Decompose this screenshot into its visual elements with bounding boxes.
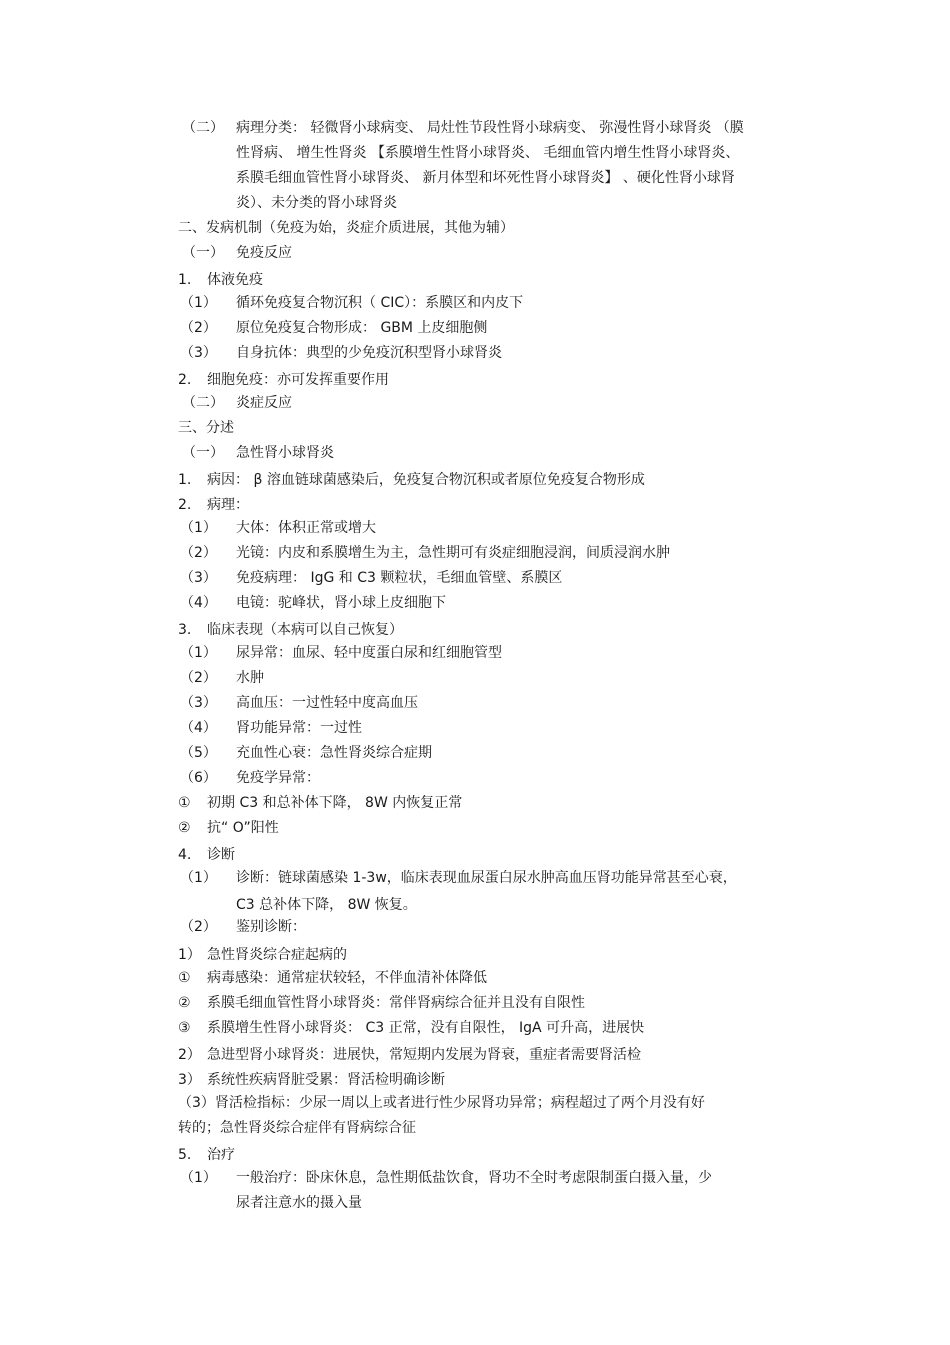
line-marker: （3） xyxy=(180,570,217,586)
line-marker: ① xyxy=(178,970,191,986)
line-marker: （2） xyxy=(180,919,217,935)
line-marker: （1） xyxy=(180,870,217,886)
line-text: 急性肾炎综合症起病的 xyxy=(207,947,347,963)
line-text: 诊断：链球菌感染 1-3w，临床表现血尿蛋白尿水肿高血压肾功能异常甚至心衰， xyxy=(236,870,737,886)
line-text: 水肿 xyxy=(236,670,264,686)
line-text: 自身抗体：典型的少免疫沉积型肾小球肾炎 xyxy=(236,345,502,361)
line-marker: （6） xyxy=(180,770,217,786)
line-marker: （3） xyxy=(180,345,217,361)
line-text: 急进型肾小球肾炎：进展快，常短期内发展为肾衰，重症者需要肾活检 xyxy=(207,1047,641,1063)
line-marker: （2） xyxy=(180,670,217,686)
line-text: C3 总补体下降， 8W 恢复。 xyxy=(236,897,417,913)
line-text: 免疫学异常： xyxy=(236,770,320,786)
line-text: 体液免疫 xyxy=(207,272,263,288)
line-marker: （二） xyxy=(182,395,224,411)
line-text: 病理分类： 轻微肾小球病变、 局灶性节段性肾小球病变、 弥漫性肾小球肾炎 （膜 xyxy=(236,120,744,136)
line-marker: 2. xyxy=(178,372,192,388)
line-text: 炎）、未分类的肾小球肾炎 xyxy=(236,195,397,211)
line-text: 初期 C3 和总补体下降， 8W 内恢复正常 xyxy=(207,795,463,811)
line-marker: （一） xyxy=(182,245,224,261)
line-text: 大体：体积正常或增大 xyxy=(236,520,376,536)
line-marker: 3） xyxy=(178,1072,201,1088)
line-marker: 4. xyxy=(178,847,192,863)
line-marker: ① xyxy=(178,795,191,811)
line-marker: （一） xyxy=(182,445,224,461)
line-marker: 1. xyxy=(178,272,192,288)
line-marker: （4） xyxy=(180,595,217,611)
line-marker: （2） xyxy=(180,545,217,561)
line-marker: （4） xyxy=(180,720,217,736)
line-text: 尿者注意水的摄入量 xyxy=(236,1195,362,1211)
line-text: 病理： xyxy=(207,497,249,513)
line-text: 光镜：内皮和系膜增生为主，急性期可有炎症细胞浸润，间质浸润水肿 xyxy=(236,545,670,561)
line-marker: （2） xyxy=(180,320,217,336)
line-text: 肾功能异常：一过性 xyxy=(236,720,362,736)
line-marker: （1） xyxy=(180,645,217,661)
line-text: 系膜毛细血管性肾小球肾炎：常伴肾病综合征并且没有自限性 xyxy=(207,995,585,1011)
line-text: 治疗 xyxy=(207,1147,235,1163)
line-marker: （5） xyxy=(180,745,217,761)
line-text: 鉴别诊断： xyxy=(236,919,306,935)
line-text: 充血性心衰：急性肾炎综合症期 xyxy=(236,745,432,761)
line-text: 性肾病、 增生性肾炎 【系膜增生性肾小球肾炎、 毛细血管内增生性肾小球肾炎、 xyxy=(236,145,740,161)
line-marker: 1） xyxy=(178,947,201,963)
line-marker: （1） xyxy=(180,1170,217,1186)
line-marker: （1） xyxy=(180,295,217,311)
line-marker: ② xyxy=(178,995,191,1011)
line-text: 电镜：驼峰状，肾小球上皮细胞下 xyxy=(236,595,446,611)
line-text: 系统性疾病肾脏受累：肾活检明确诊断 xyxy=(207,1072,445,1088)
line-text: 二、发病机制（免疫为始，炎症介质进展，其他为辅） xyxy=(178,220,514,236)
line-text: 原位免疫复合物形成： GBM 上皮细胞侧 xyxy=(236,320,488,336)
line-text: 诊断 xyxy=(207,847,235,863)
line-text: 系膜增生性肾小球肾炎： C3 正常，没有自限性， IgA 可升高，进展快 xyxy=(207,1020,645,1036)
line-text: 转的；急性肾炎综合症伴有肾病综合征 xyxy=(178,1120,416,1136)
line-text: 免疫病理： IgG 和 C3 颗粒状，毛细血管壁、系膜区 xyxy=(236,570,563,586)
line-text: （3）肾活检指标：少尿一周以上或者进行性少尿肾功异常；病程超过了两个月没有好 xyxy=(178,1095,705,1111)
line-marker: 3. xyxy=(178,622,192,638)
line-text: 临床表现（本病可以自己恢复） xyxy=(207,622,403,638)
line-marker: 5. xyxy=(178,1147,192,1163)
line-text: 细胞免疫：亦可发挥重要作用 xyxy=(207,372,389,388)
line-text: 病因： β 溶血链球菌感染后，免疫复合物沉积或者原位免疫复合物形成 xyxy=(207,472,645,488)
line-text: 一般治疗：卧床休息，急性期低盐饮食，肾功不全时考虑限制蛋白摄入量，少 xyxy=(236,1170,712,1186)
line-text: 急性肾小球肾炎 xyxy=(236,445,334,461)
line-marker: 2） xyxy=(178,1047,201,1063)
line-marker: ② xyxy=(178,820,191,836)
line-marker: 2. xyxy=(178,497,192,513)
line-marker: ③ xyxy=(178,1020,191,1036)
line-text: 系膜毛细血管性肾小球肾炎、 新月体型和坏死性肾小球肾炎】 、硬化性肾小球肾 xyxy=(236,170,735,186)
line-text: 抗“ O”阳性 xyxy=(207,820,279,836)
line-text: 免疫反应 xyxy=(236,245,292,261)
line-marker: 1. xyxy=(178,472,192,488)
line-text: 尿异常：血尿、轻中度蛋白尿和红细胞管型 xyxy=(236,645,502,661)
line-text: 病毒感染：通常症状较轻，不伴血清补体降低 xyxy=(207,970,487,986)
line-text: 炎症反应 xyxy=(236,395,292,411)
line-text: 循环免疫复合物沉积（ CIC）：系膜区和内皮下 xyxy=(236,295,524,311)
line-marker: （二） xyxy=(182,120,224,136)
line-marker: （1） xyxy=(180,520,217,536)
line-text: 三、分述 xyxy=(178,420,234,436)
line-marker: （3） xyxy=(180,695,217,711)
line-text: 高血压：一过性轻中度高血压 xyxy=(236,695,418,711)
